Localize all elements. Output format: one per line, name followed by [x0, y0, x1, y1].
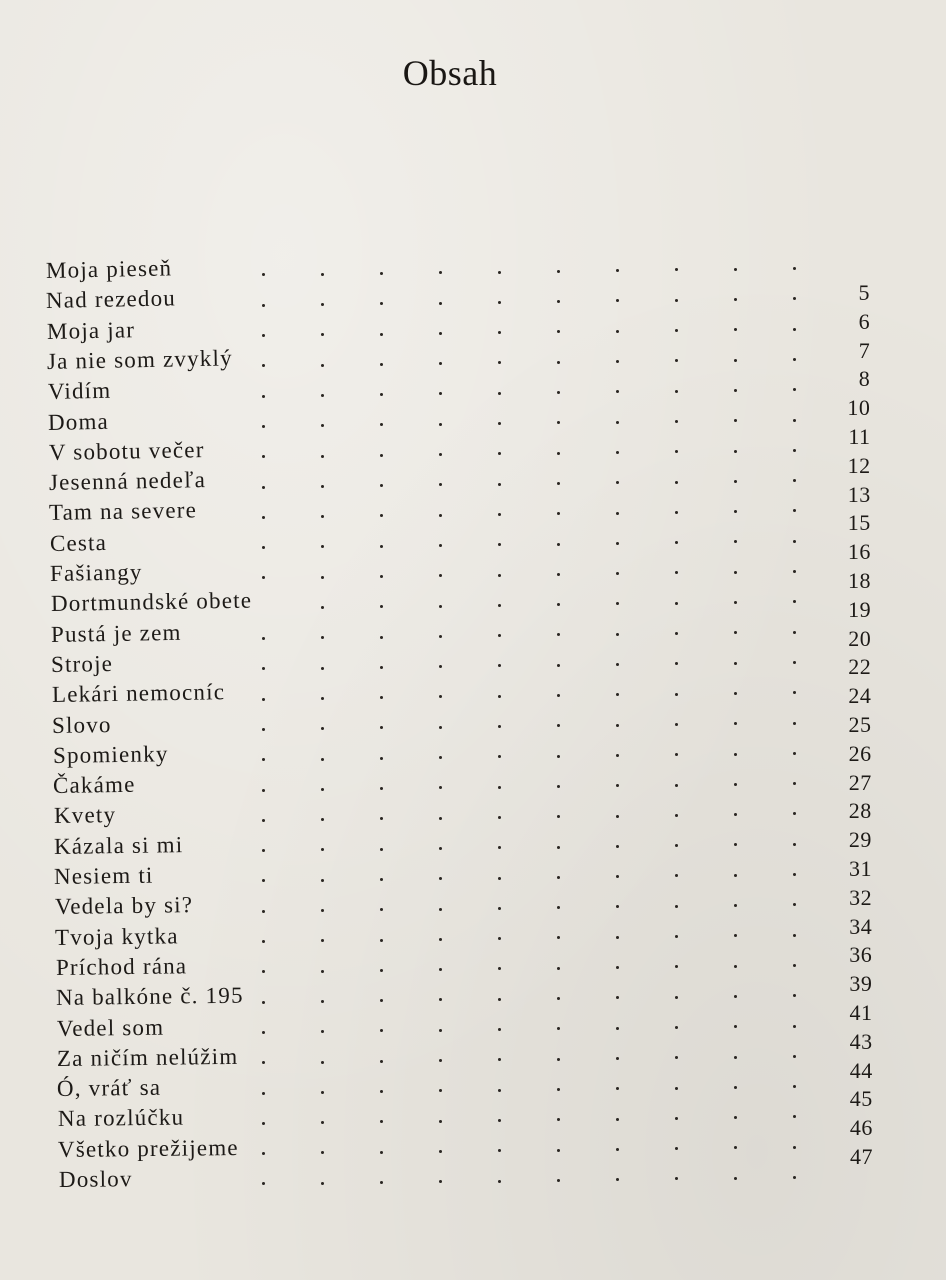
toc-entry-title: Tam na severe: [49, 497, 198, 526]
toc-entry-title: Nad rezedou: [46, 285, 177, 314]
toc-entry-title: Na balkóne č. 195: [55, 982, 244, 1011]
toc-page-number: 36: [849, 942, 873, 968]
toc-entry-title: Doslov: [58, 1166, 133, 1192]
toc-entry-title: Slovo: [52, 711, 113, 738]
toc-entry-title: Kvety: [53, 802, 116, 829]
toc-page-number: 15: [847, 510, 871, 536]
toc-page-number: 34: [849, 913, 873, 939]
toc-page-number: 22: [848, 654, 872, 680]
toc-page-number: 20: [848, 625, 872, 651]
toc-page-number: 31: [849, 856, 872, 881]
toc-page-number: 8: [858, 366, 871, 392]
toc-entry-title: Vidím: [47, 377, 112, 405]
toc-page-number: 6: [858, 308, 871, 334]
toc-page-number: 16: [847, 539, 871, 565]
toc-entry-title: Tvoja kytka: [55, 922, 180, 950]
toc-page-number: 19: [848, 596, 872, 622]
toc-entry-title: Pustá je zem: [50, 619, 182, 647]
toc-entry-title: V sobotu večer: [48, 436, 205, 465]
toc-entry-title: Čakáme: [52, 771, 136, 799]
toc-entry-title: Ja nie som zvyklý: [46, 345, 234, 374]
toc-entry-title: Fašiangy: [49, 559, 144, 586]
toc-page-number: 7: [858, 337, 871, 363]
toc-page-number: 27: [848, 769, 872, 795]
toc-entry-title: Doma: [47, 408, 110, 435]
toc-entry-title: Spomienky: [52, 741, 169, 768]
toc-entry-title: Jesenná nedeľa: [48, 467, 207, 496]
toc-entry-title: Dortmundské obete: [50, 587, 252, 617]
toc-entry-title: Moja jar: [46, 316, 136, 344]
toc-page-number: 43: [849, 1028, 873, 1054]
toc-entry-title: Za ničím nelúžim: [56, 1043, 239, 1071]
toc-entry-title: Vedela by si?: [54, 892, 194, 920]
toc-page-number: 18: [848, 568, 871, 593]
toc-page-number: 10: [847, 395, 871, 421]
toc-page-number: 41: [849, 1000, 873, 1025]
toc-page-number: 26: [848, 740, 872, 766]
toc-page-number: 45: [849, 1086, 873, 1112]
toc-page-number: 47: [850, 1144, 873, 1169]
toc-page-number: 46: [849, 1115, 873, 1141]
toc-page-number: 28: [848, 798, 872, 824]
toc-entry-title: Cesta: [49, 529, 108, 556]
toc-page-number: 39: [849, 971, 873, 997]
toc-page-number: 11: [848, 424, 871, 449]
toc-entry-title: Ó, vráť sa: [57, 1074, 162, 1102]
toc-page-number: 29: [848, 827, 872, 853]
toc-entry-title: Na rozlúčku: [57, 1104, 185, 1132]
toc-entry-title: Príchod rána: [55, 953, 188, 980]
toc-page-number: 44: [849, 1057, 873, 1083]
toc-page-number: 13: [847, 481, 871, 507]
toc-page-number: 24: [848, 683, 872, 709]
toc-entry-title: Moja pieseň: [45, 255, 173, 283]
toc-entry-title: Lekári nemocníc: [51, 679, 226, 708]
toc-entry-title: Stroje: [51, 650, 114, 677]
toc-page-number: 5: [858, 280, 870, 305]
toc-entry-title: Všetko prežijeme: [58, 1134, 240, 1162]
toc-page-number: 25: [848, 712, 872, 737]
toc-entry-title: Kázala si mi: [53, 831, 184, 859]
toc-page-number: 12: [847, 452, 871, 478]
toc-entry-title: Nesiem ti: [54, 862, 155, 889]
toc-entry-title: Vedel som: [56, 1014, 164, 1041]
toc-page-number: 32: [849, 884, 873, 910]
page-title: Obsah: [402, 53, 498, 93]
